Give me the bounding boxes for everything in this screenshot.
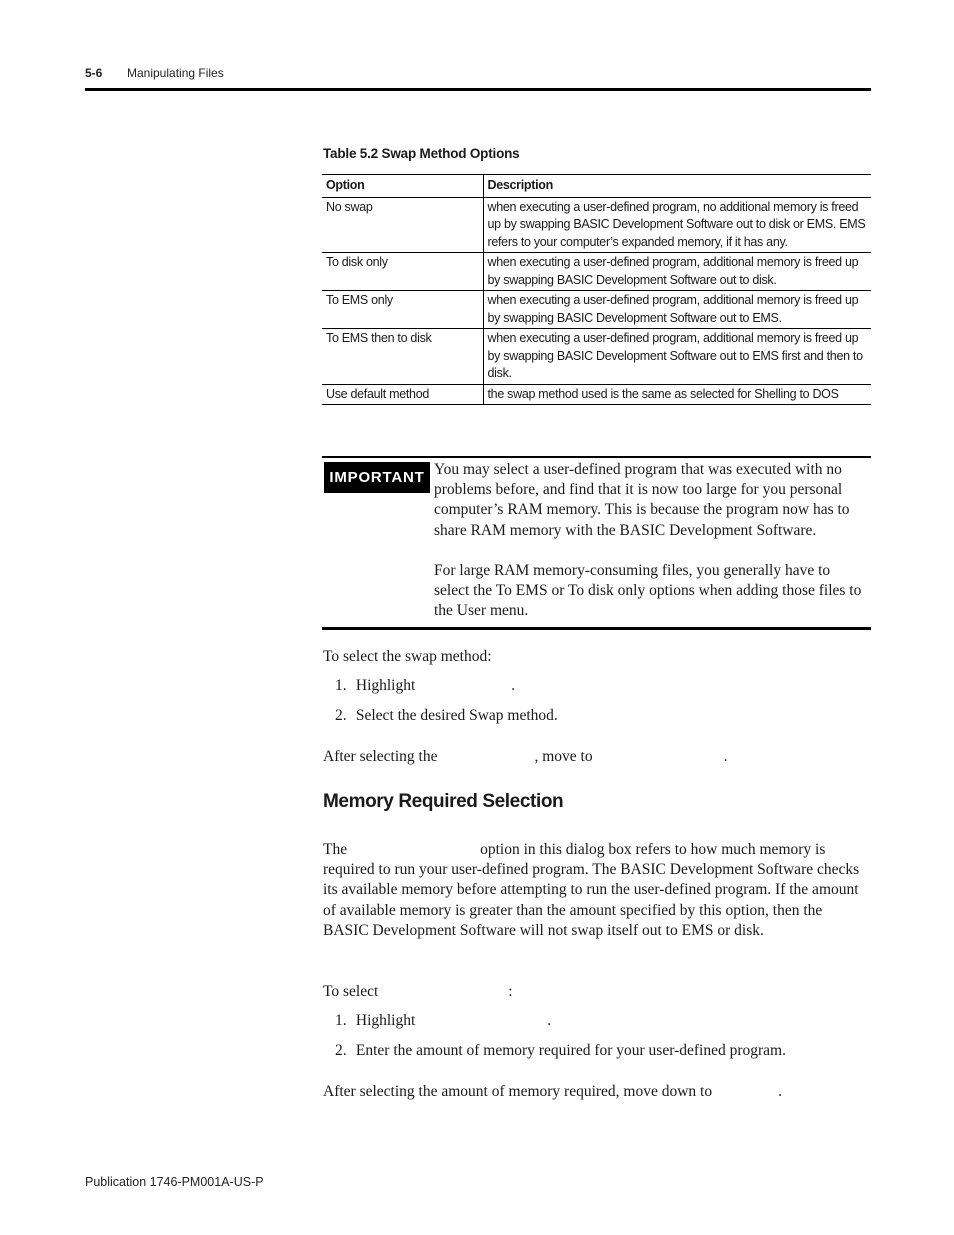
description-cell: the swap method used is the same as selected for Shelling to DOS xyxy=(483,384,871,405)
step-text: Highlight xyxy=(355,1012,416,1029)
option-cell: To EMS then to disk xyxy=(322,329,483,385)
swap-step-1 xyxy=(335,676,515,696)
table-header-row xyxy=(322,175,871,198)
note-top-rule xyxy=(322,456,871,458)
description-cell: when executing a user-defined program, additional memory is freed up by swapping BASIC Development Software out to disk. xyxy=(483,253,871,291)
column-header-description: Description xyxy=(483,175,871,198)
note-paragraph-2: For large RAM memory-consuming files, you generally have to select the To EMS or To disk only options when adding those files to the User menu. xyxy=(434,561,862,620)
section-heading: Memory Required Selection xyxy=(323,791,564,812)
memory-after xyxy=(323,1082,871,1102)
table-row xyxy=(322,253,871,291)
important-note xyxy=(434,460,866,641)
option-cell: To EMS only xyxy=(322,291,483,329)
section-title: Manipulating Files xyxy=(127,66,224,80)
swap-after xyxy=(323,747,871,767)
memory-paragraph xyxy=(323,840,871,941)
table-row xyxy=(322,384,871,405)
publication-footer: Publication 1746-PM001A-US-P xyxy=(85,1175,264,1189)
para-text-b: option in this dialog box refers to how much memory is required to run your user-defined program. The BASIC Development Software checks its available memory before attempting to run the user-defined program. If the amount of available memory is greater than the amount specified by this option, then the BASIC Development Software will not swap itself out to EMS or disk. xyxy=(323,841,860,939)
step-number: 2. xyxy=(335,707,347,724)
step-text: Enter the amount of memory required for your user-defined program. xyxy=(355,1042,786,1059)
step-number: 2. xyxy=(335,1042,347,1059)
table-row xyxy=(322,197,871,253)
page-header xyxy=(85,66,871,80)
option-cell: To disk only xyxy=(322,253,483,291)
intro-text-a: To select xyxy=(323,983,379,1000)
memory-intro xyxy=(323,982,871,1002)
header-rule xyxy=(85,88,871,91)
memory-step-1 xyxy=(335,1011,551,1031)
column-header-option: Option xyxy=(322,175,483,198)
page-number: 5-6 xyxy=(85,66,103,80)
description-cell: when executing a user-defined program, additional memory is freed up by swapping BASIC Development Software out to EMS first and then to disk. xyxy=(483,329,871,385)
option-cell: No swap xyxy=(322,197,483,253)
memory-step-2 xyxy=(335,1041,786,1061)
important-badge: IMPORTANT xyxy=(324,462,430,493)
swap-intro: To select the swap method: xyxy=(323,648,492,665)
table-row xyxy=(322,329,871,385)
table-row xyxy=(322,291,871,329)
swap-step-2 xyxy=(335,706,558,726)
swap-method-table xyxy=(322,174,871,405)
step-text: Select the desired Swap method. xyxy=(355,707,558,724)
step-text: Highlight xyxy=(355,677,416,694)
description-cell: when executing a user-defined program, additional memory is freed up by swapping BASIC Development Software out to EMS. xyxy=(483,291,871,329)
after-text-b: . xyxy=(778,1083,782,1100)
note-bottom-rule xyxy=(322,627,871,630)
after-text-c: . xyxy=(723,748,728,765)
intro-text-b: : xyxy=(508,983,513,1000)
after-text-b: , move to xyxy=(534,748,593,765)
step-text-end: . xyxy=(547,1012,552,1029)
table-title: Table 5.2 Swap Method Options xyxy=(323,146,520,161)
description-cell: when executing a user-defined program, no additional memory is freed up by swapping BASIC Development Software out to disk or EMS. EMS refers to your computer’s expanded memory, if it has any. xyxy=(483,197,871,253)
after-text-a: After selecting the amount of memory required, move down to xyxy=(323,1083,713,1100)
step-number: 1. xyxy=(335,677,347,694)
para-text-a: The xyxy=(323,841,348,858)
note-paragraph-1: You may select a user-defined program that was executed with no problems before, and find that it is now too large for you personal computer’s RAM memory. This is because the program now has to share RAM memory with the BASIC Development Software. xyxy=(434,461,850,539)
after-text-a: After selecting the xyxy=(323,748,438,765)
step-number: 1. xyxy=(335,1012,347,1029)
step-text-end: . xyxy=(511,677,516,694)
option-cell: Use default method xyxy=(322,384,483,405)
